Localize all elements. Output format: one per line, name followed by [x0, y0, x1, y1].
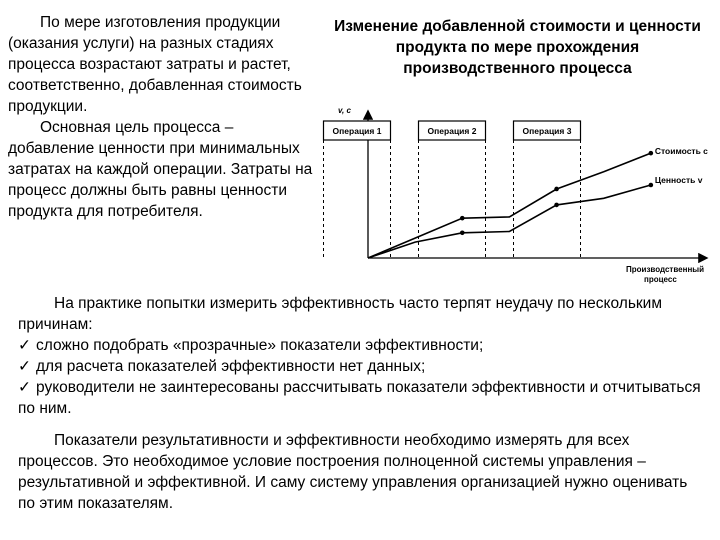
- lower-text-block: [18, 293, 708, 514]
- x-axis-label-line1: Производственный: [626, 265, 705, 274]
- left-paragraph-2: Основная цель процесса – добавление ценности при минимальных затратах на каждой операции. Затраты на процесс должны быть равны ценности продукта для потребителя.: [8, 119, 313, 220]
- data-point: [554, 203, 559, 208]
- x-axis-label-line2: процесс: [644, 275, 677, 284]
- bullet-item: [18, 335, 708, 356]
- bullet-text: руководители не заинтересованы рассчитывать показатели эффективности и отчитываться по ним.: [18, 379, 701, 417]
- y-axis-label: v, c: [338, 106, 351, 115]
- series-label: Ценность v: [654, 175, 703, 185]
- operation-label: Операция 3: [522, 126, 572, 136]
- data-point: [649, 151, 654, 156]
- series-label: Стоимость с: [654, 146, 708, 157]
- check-icon: ✓: [18, 337, 31, 354]
- value-chart-svg: [318, 100, 718, 290]
- operation-label: Операция 2: [427, 126, 477, 136]
- diagram-title: Изменение добавленной стоимости и ценности продукта по мере прохождения производственного процесса: [334, 18, 701, 77]
- bullet-text: сложно подобрать «прозрачные» показатели эффективности;: [36, 337, 484, 354]
- lower-conclusion: Показатели результативности и эффективности необходимо измерять для всех процессов. Это необходимое условие построения полноценной системы управления – результативной и эффективной. И саму систему управления организацией нужно оценивать по этим показателям.: [18, 432, 688, 512]
- bullet-item: [18, 377, 708, 419]
- bullet-item: [18, 356, 708, 377]
- lower-intro: На практике попытки измерить эффективность часто терпят неудачу по нескольким причинам:: [18, 295, 662, 333]
- series-line: [368, 185, 651, 258]
- data-point: [460, 230, 465, 235]
- operation-label: Операция 1: [332, 126, 382, 136]
- check-icon: ✓: [18, 379, 31, 396]
- value-chart: [318, 100, 718, 290]
- series-line: [368, 153, 651, 258]
- data-point: [554, 187, 559, 192]
- check-icon: ✓: [18, 358, 31, 375]
- bullet-text: для расчета показателей эффективности нет данных;: [36, 358, 426, 375]
- data-point: [649, 183, 654, 188]
- data-point: [460, 216, 465, 221]
- left-text-block: [8, 12, 313, 222]
- left-paragraph-1: По мере изготовления продукции (оказания услуги) на разных стадиях процесса возрастают затраты и растет, соответственно, добавленная стоимость продукции.: [8, 14, 302, 115]
